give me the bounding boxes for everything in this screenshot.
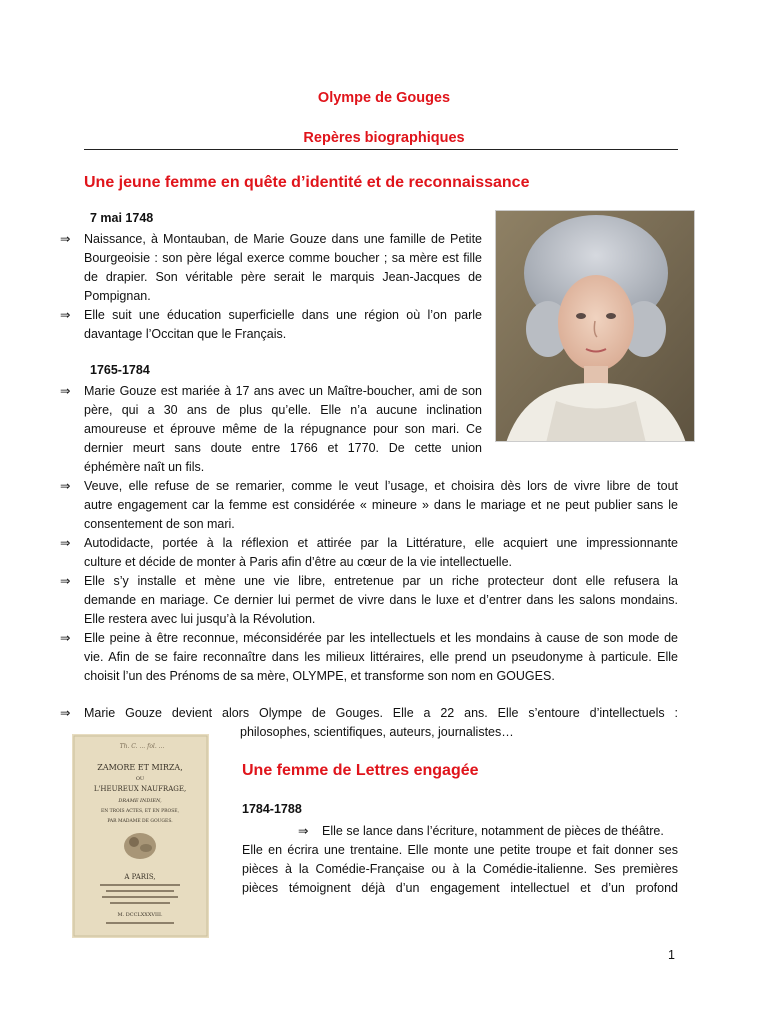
arrow-bullet-icon: ⇒ [60,631,71,645]
date-1765-1784: 1765-1784 [90,363,150,377]
arrow-bullet-icon: ⇒ [60,479,71,493]
text-line: pièces témoignent déjà d’un engagement intellectuel et d’un profond [242,881,678,895]
text-line: Elle s’y installe et mène une vie libre, entretenue par un riche protecteur dont elle refusera la [84,574,678,588]
svg-text:M. DCCLXXXVIII.: M. DCCLXXXVIII. [117,912,163,918]
text-line: Elle se lance dans l’écriture, notamment de pièces de théâtre. [322,824,664,838]
text-line: Pompignan. [84,289,151,303]
svg-text:A PARIS,: A PARIS, [124,873,156,881]
text-line: davantage l’Occitan que le Français. [84,327,287,341]
document-title: Olympe de Gouges [317,90,451,106]
text-line: Marie Gouze devient alors Olympe de Gouges. Elle a 22 ans. Elle s’entoure d’intellectuels : [84,706,678,720]
title-rule [84,149,678,150]
text-line: consentement de son mari. [84,517,235,531]
text-line: dernier meurt sans doute entre 1766 et 1770. De cette union [84,441,482,455]
text-line: autre engagement car la femme est considérée « mineure » dans le mariage et ne peut publier sans le [84,498,678,512]
arrow-bullet-icon: ⇒ [60,384,71,398]
text-line: Autodidacte, portée à la réflexion et attirée par la Littérature, elle acquiert une impressionnante [84,536,678,550]
arrow-bullet-icon: ⇒ [60,232,71,246]
text-line: vie. Afin de se faire reconnaître dans les milieux littéraires, elle prend un pseudonyme à particule. Elle [84,650,678,664]
svg-text:ZAMORE ET MIRZA,: ZAMORE ET MIRZA, [97,763,183,772]
paragraph-autodidact [84,534,678,572]
svg-text:EN TROIS ACTES, ET EN PROSE,: EN TROIS ACTES, ET EN PROSE, [100,809,180,814]
text-line: père, qui a 30 ans de plus qu’elle. Elle n’a aucune inclination [84,403,482,417]
text-line: éphémère naît un fils. [84,460,205,474]
text-line: Elle en écrira une trentaine. Elle monte une petite troupe et fait donner ses [242,843,678,857]
arrow-bullet-icon: ⇒ [60,706,71,720]
svg-text:PAR MADAME DE GOUGES.: PAR MADAME DE GOUGES. [107,819,173,824]
arrow-bullet-icon: ⇒ [60,308,71,322]
document-subtitle: Repères biographiques [303,130,465,146]
date-1748: 7 mai 1748 [90,211,154,225]
text-line: culture et décide de monter à Paris afin d’être au cœur de la vie intellectuelle. [84,555,513,569]
paragraph-writing [242,822,678,898]
arrow-bullet-icon: ⇒ [60,536,71,550]
text-line: Elle peine à être reconnue, méconsidérée par les intellectuels et les mondains à cause de son mode de [84,631,678,645]
text-line: philosophes, scientifiques, auteurs, journalistes… [240,725,514,739]
book-cover-image [72,734,209,938]
paragraph-pseudonym [84,629,678,686]
text-line: choisit l’un des Prénoms de sa mère, OLYMPE, et transforme son nom en GOUGES. [84,669,555,683]
svg-text:Th. C. ... fol. ...: Th. C. ... fol. ... [119,743,165,750]
section-heading-1: Une jeune femme en quête d’identité et de reconnaissance [84,174,530,191]
text-line: Elle suit une éducation superficielle dans une région où l’on parle [84,308,482,322]
portrait-image [495,210,695,442]
arrow-bullet-icon: ⇒ [298,824,309,838]
page-number: 1 [668,948,675,962]
text-line: demande en mariage. Ce dernier lui permet de vivre dans le luxe et d’entrer dans les salons mondains. [84,593,678,607]
arrow-bullet-icon: ⇒ [60,574,71,588]
text-line: de drapier. Son véritable père serait le marquis Jean-Jacques de [84,270,482,284]
text-line: Elle restera avec lui jusqu’à la Révolution. [84,612,316,626]
text-line: amoureuse et éprouve même de la répugnance pour son mari. Ce [84,422,482,436]
svg-text:L'HEUREUX NAUFRAGE,: L'HEUREUX NAUFRAGE, [93,785,187,793]
paragraph-paris [84,572,678,629]
section-heading-2: Une femme de Lettres engagée [242,762,479,779]
text-line: Bourgeoisie : son père légal exerce comme boucher ; sa mère est fille [84,251,482,265]
svg-text:OU: OU [135,776,145,782]
text-line: Marie Gouze est mariée à 17 ans avec un Maître-boucher, ami de son [84,384,482,398]
date-1784-1788: 1784-1788 [242,802,302,816]
text-line: Veuve, elle refuse de se remarier, comme le veut l’usage, et choisira dès lors de vivre libre de tout [84,479,678,493]
paragraph-education [84,306,482,344]
svg-text:DRAME INDIEN,: DRAME INDIEN, [118,798,162,804]
text-line: Naissance, à Montauban, de Marie Gouze dans une famille de Petite [84,232,482,246]
paragraph-marriage [84,382,482,477]
paragraph-widow [84,477,678,534]
paragraph-birth [84,230,482,306]
text-line: pièces à la Comédie-Française ou à la Comédie-italienne. Ses premières [242,862,678,876]
